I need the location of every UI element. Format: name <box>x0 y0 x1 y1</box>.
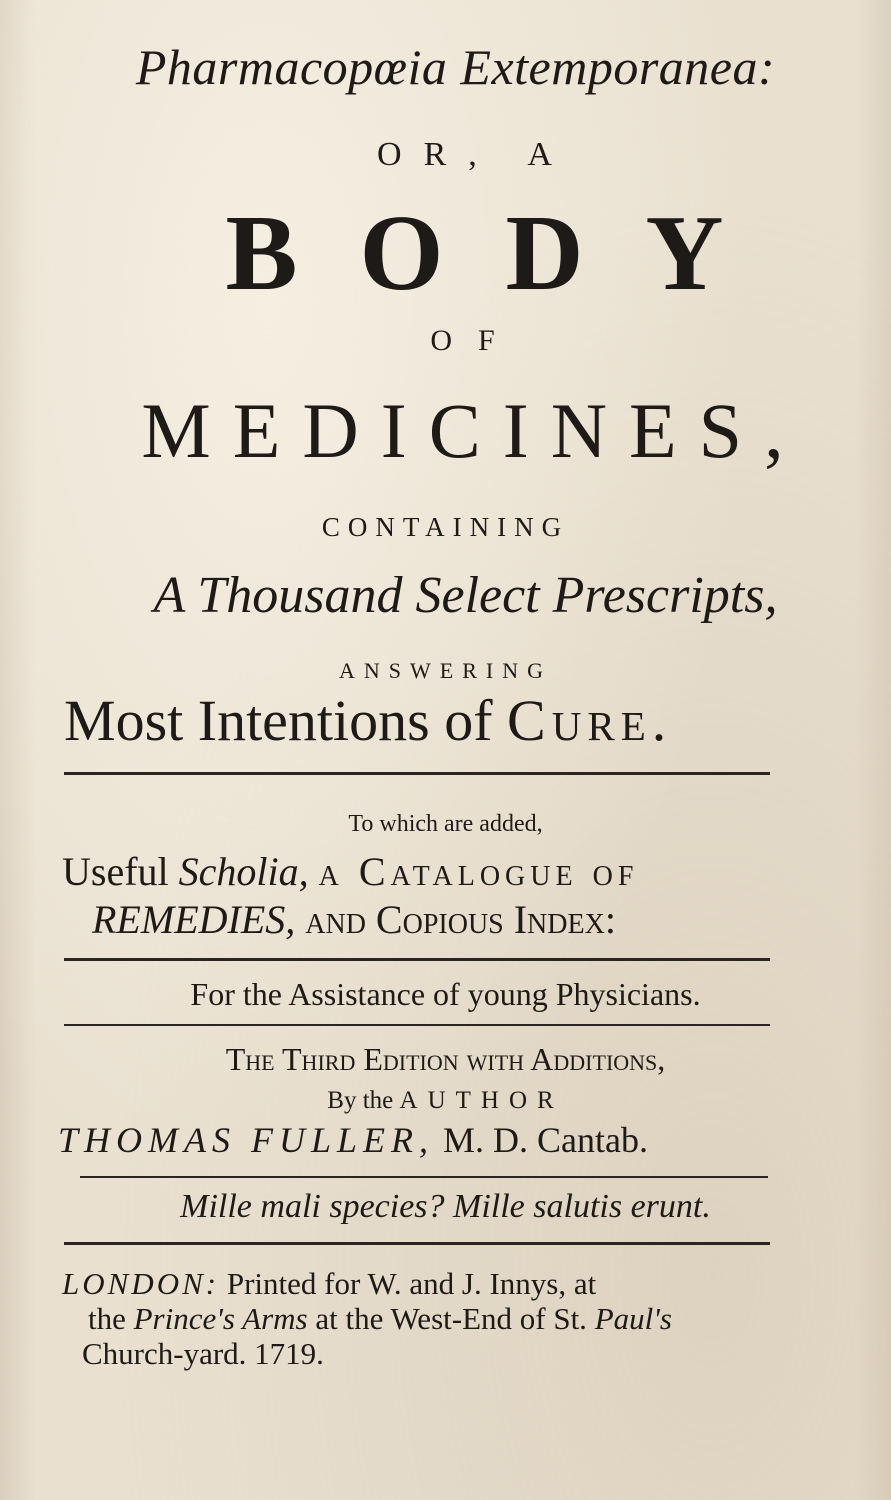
author-name-text: THOMAS FULLER, <box>58 1120 435 1160</box>
imprint-line-1 <box>62 1268 832 1299</box>
divider-rule-3 <box>64 1024 770 1026</box>
most-intentions-text: Most Intentions of <box>64 688 493 753</box>
printed-for-text: Printed for W. and J. Innys, at <box>226 1266 597 1301</box>
divider-rule-1 <box>64 772 770 775</box>
author-name-line <box>58 1122 818 1158</box>
cure-text: Cure. <box>507 688 673 753</box>
remedies-line <box>92 897 792 942</box>
most-intentions-line <box>0 688 891 753</box>
by-the-text: By the <box>327 1087 394 1114</box>
pauls-text: Paul's <box>594 1301 672 1336</box>
useful-text: Useful <box>62 849 169 894</box>
by-author-line <box>0 1088 891 1113</box>
of-text: OF <box>430 324 521 357</box>
copious-index-text: and Copious Index: <box>305 897 616 942</box>
princes-arms-text: Prince's Arms <box>133 1301 308 1336</box>
west-end-text: at the West-End of St. <box>315 1301 587 1336</box>
containing-text: CONTAINING <box>321 512 570 542</box>
degree-text: M. D. Cantab. <box>443 1120 648 1160</box>
answering-text: ANSWERING <box>339 658 552 683</box>
edition-text: The Third Edition with Additions, <box>225 1041 666 1077</box>
assistance-text: For the Assistance of young Physicians. <box>190 976 701 1012</box>
useful-scholia-line <box>62 849 822 894</box>
remedies-text: REMEDIES, <box>92 897 296 942</box>
medicines-heading: MEDICINES, <box>141 387 806 474</box>
author-word-text: AUTHOR <box>399 1087 564 1114</box>
divider-rule-2 <box>64 958 770 961</box>
divider-rule-5 <box>64 1242 770 1245</box>
scholia-text: Scholia, <box>178 849 309 894</box>
or-a-text: OR, A <box>377 136 574 173</box>
imprint-line-3: Church-yard. 1719. <box>82 1336 324 1371</box>
to-which-text: To which are added, <box>348 811 543 837</box>
body-heading: BODY <box>225 194 786 313</box>
catalogue-text: a Catalogue of <box>318 849 639 894</box>
motto-text: Mille mali species? Mille salutis erunt. <box>180 1188 711 1225</box>
latin-title: Pharmacopœia Extemporanea: <box>135 39 776 95</box>
the-text: the <box>88 1301 126 1336</box>
thousand-prescripts-text: A Thousand Select Prescripts, <box>153 567 778 624</box>
imprint-line-2 <box>88 1303 848 1334</box>
divider-rule-4 <box>80 1176 768 1178</box>
london-text: LONDON: <box>62 1266 220 1301</box>
